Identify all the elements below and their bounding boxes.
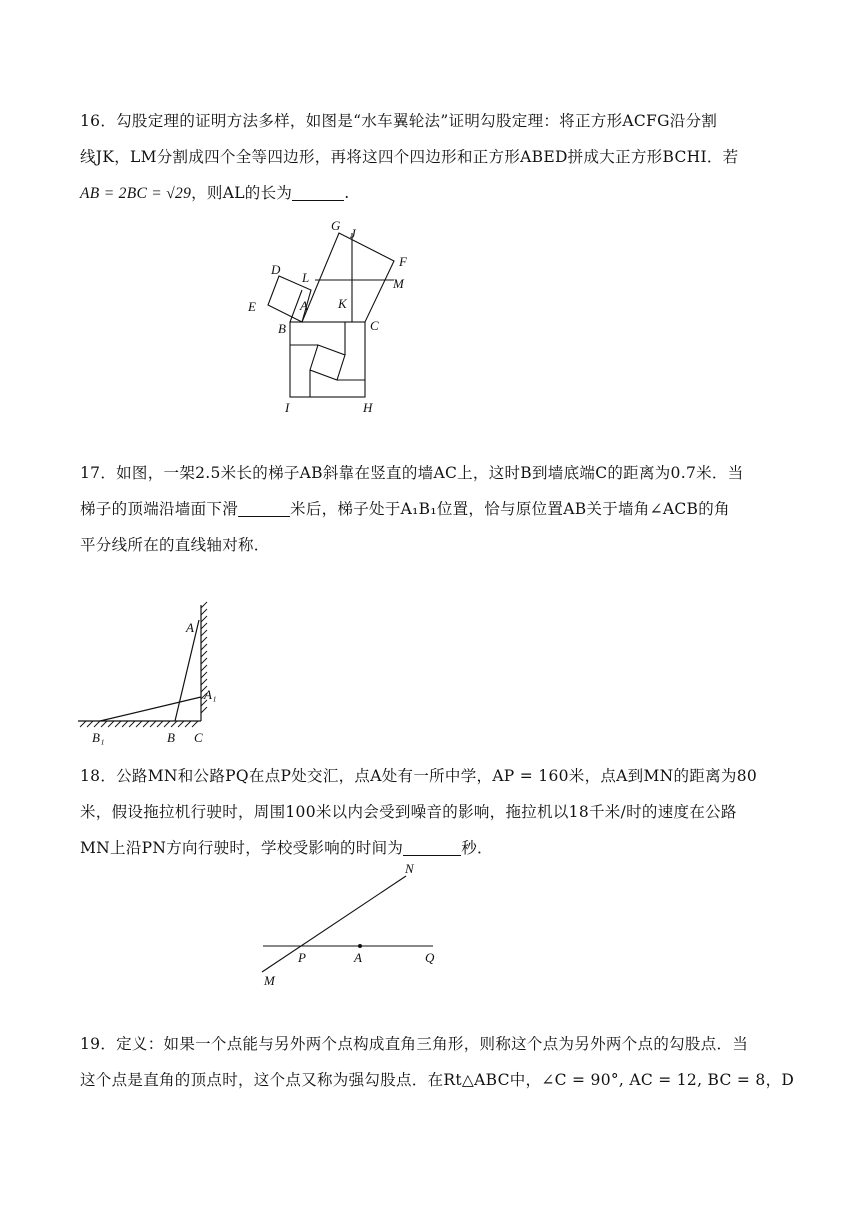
road-mn (262, 876, 406, 972)
label-a: A (354, 950, 362, 965)
q17-line-2 (80, 491, 780, 527)
label-m: M (264, 973, 275, 988)
q16-line-3 (80, 175, 780, 212)
label-g: G (331, 218, 341, 233)
label-h: H (363, 400, 373, 415)
label-m: M (393, 276, 404, 291)
question-17 (80, 455, 780, 563)
label-k: K (338, 296, 347, 311)
square-acfg (302, 233, 394, 322)
label-a: A (186, 620, 194, 635)
label-a1: A₁ (204, 687, 217, 702)
q16-formula: AB = 2BC = √29 (80, 185, 192, 202)
q19-line-2: 这个点是直角的顶点时，这个点又称为强勾股点．在Rt△ABC中，∠C = 90°, AC = 12, BC = 8，D (80, 1071, 795, 1089)
label-c: C (370, 318, 379, 333)
figure-q17 (70, 600, 220, 750)
q17-line-2-end: 米后，梯子处于A₁B₁位置，恰与原位置AB关于墙角∠ACB的角 (290, 500, 730, 518)
ladder-ab (175, 620, 199, 721)
q16-line-2: 线JK，LM分割成四个全等四边形，再将这四个四边形和正方形ABED拼成大正方形BCHI．若 (80, 148, 739, 166)
label-i: I (285, 400, 290, 415)
label-j: J (350, 226, 356, 241)
answer-blank-18[interactable] (403, 839, 461, 856)
q18-line-3-start: MN上沿PN方向行驶时，学校受影响的时间为 (80, 839, 404, 857)
label-n: N (405, 861, 414, 876)
question-18 (80, 758, 780, 866)
q16-question-text: ，则AL的长为 (191, 184, 293, 202)
label-a: A (300, 298, 308, 313)
q18-line-1: 18．公路MN和公路PQ在点P处交汇，点A处有一所中学，AP = 160米，点A到MN的距离为80 (80, 767, 758, 785)
q18-line-2: 米，假设拖拉机行驶时，周围100米以内会受到噪音的影响，拖拉机以18千米/时的速度在公路 (80, 803, 737, 821)
label-p: P (298, 950, 306, 965)
point-a (358, 944, 362, 948)
label-e: E (248, 299, 256, 314)
label-b: B (167, 730, 175, 745)
answer-blank-16[interactable] (292, 184, 344, 201)
label-b: B (278, 321, 286, 336)
question-16 (80, 103, 780, 212)
answer-blank-17[interactable] (238, 500, 290, 517)
q17-line-2-start: 梯子的顶端沿墙面下滑 (80, 500, 239, 518)
label-d: D (271, 262, 281, 277)
q18-line-3 (80, 830, 780, 866)
q16-period: . (344, 184, 350, 202)
q17-line-3: 平分线所在的直线轴对称． (80, 536, 270, 554)
label-f: F (399, 254, 407, 269)
square-bchi (290, 322, 365, 397)
q18-line-3-end: 秒． (461, 839, 493, 857)
label-q: Q (425, 950, 435, 965)
label-b1: B₁ (92, 730, 105, 745)
label-c: C (194, 730, 203, 745)
q16-line-1: 16．勾股定理的证明方法多样，如图是“水车翼轮法”证明勾股定理：将正方形ACFG沿分割 (80, 112, 718, 130)
q19-line-1: 19．定义：如果一个点能与另外两个点构成直角三角形，则称这个点为另外两个点的勾股点．当 (80, 1035, 749, 1053)
q17-line-1: 17．如图，一架2.5米长的梯子AB斜靠在竖直的墙AC上，这时B到墙底端C的距离为0.7米．当 (80, 464, 744, 482)
label-l: L (302, 270, 310, 285)
question-19 (80, 1026, 795, 1098)
figure-q16 (240, 215, 430, 420)
ladder-a1b1 (100, 697, 201, 721)
figure-q18 (250, 862, 450, 992)
